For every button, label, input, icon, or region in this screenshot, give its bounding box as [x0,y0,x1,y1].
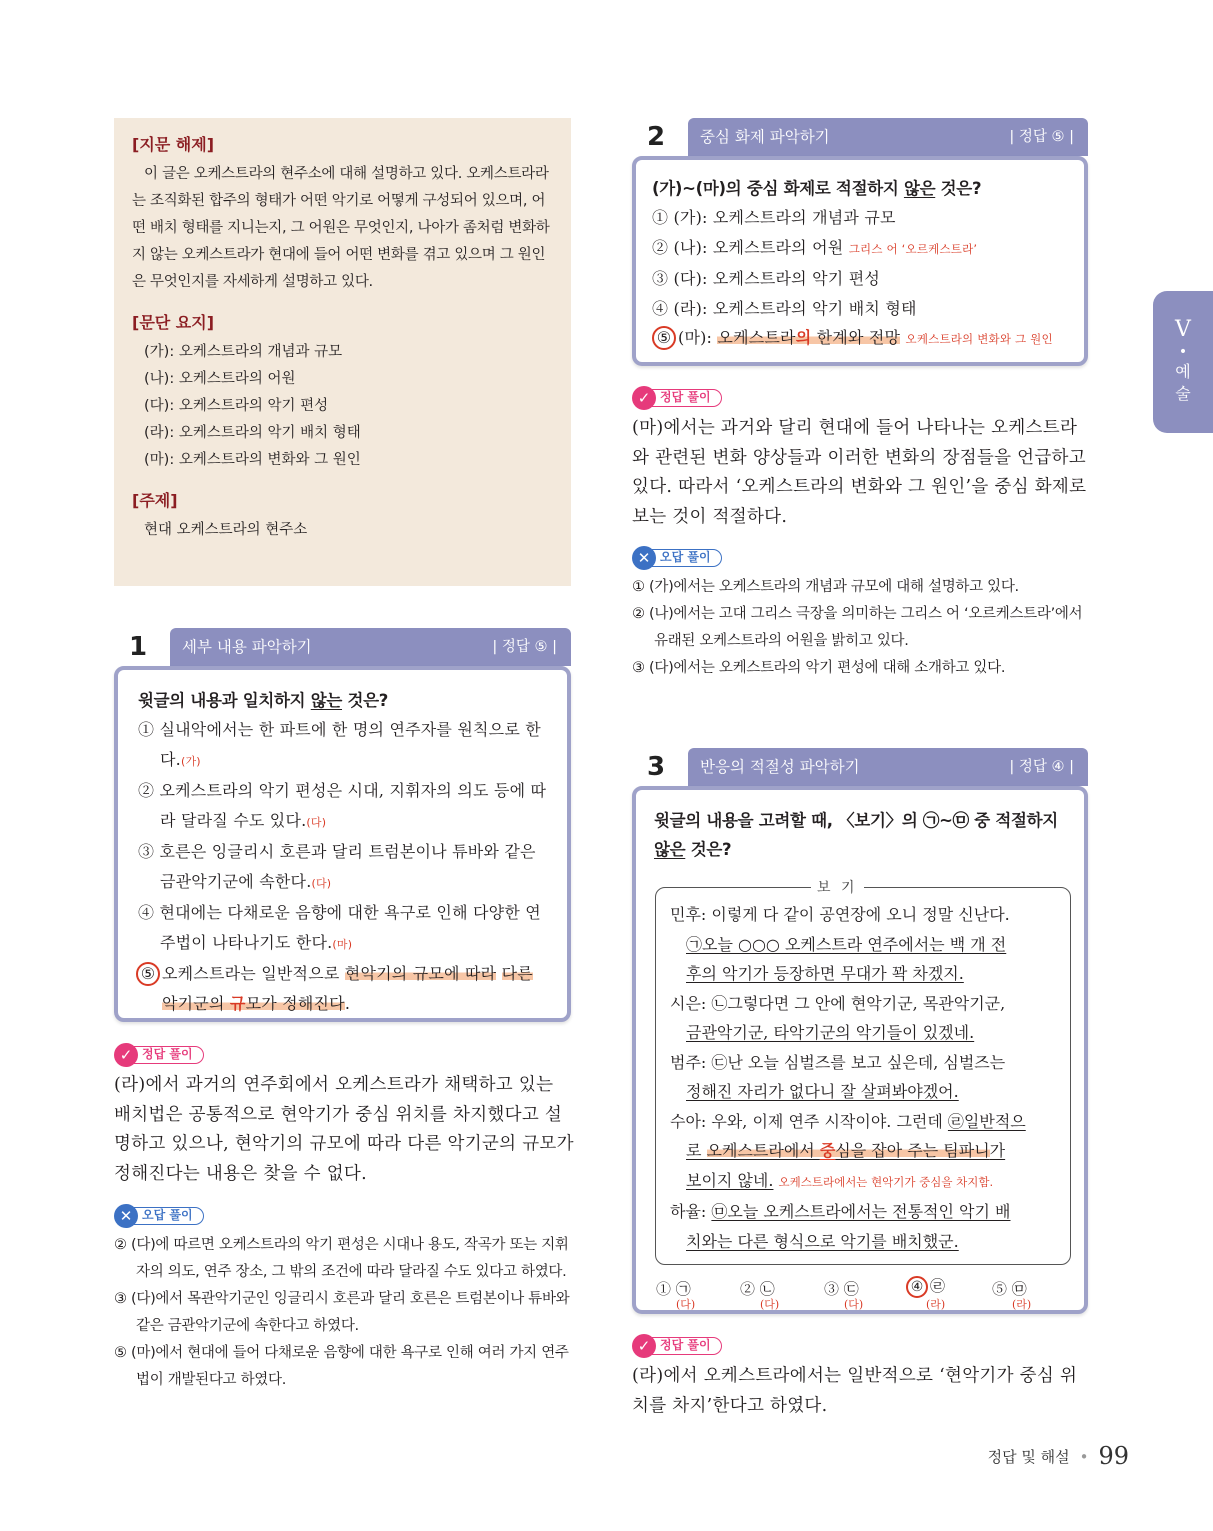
x-icon: ✕ [114,1204,138,1228]
question-type-bar [688,748,1088,786]
cross-mark: 중 [819,1141,836,1160]
question-text: 윗글의 내용과 일치하지 않는 것은? [138,691,389,710]
answer-label: | 정답 ⑤ | [1009,129,1074,145]
option-1[interactable]: ① (가): 오케스트라의 개념과 규모 [652,208,896,227]
question-number: 3 [646,752,666,782]
check-icon: ✓ [632,386,656,410]
page-number: 99 [1098,1442,1129,1470]
summary-paragraph: 이 글은 오케스트라의 현주소에 대해 설명하고 있다. 오케스트라라는 조직화된 합주의 형태가 어떤 악기로 어떻게 구성되어 있으며, 어떤 배치 형태를 지니는지, 그 어원은 무엇인지, 나아가 좀처럼 변화하지 않는 오케스트라가 현대에 들어 어떤 변화를 겪고 있으며 그 원인은 무엇인지를 자세하게 설명하고 있다. [132,166,550,290]
list-item: (가): 오케스트라의 개념과 규모 [144,344,343,360]
q1-box [114,666,571,1022]
page-footer [988,1442,1129,1470]
correct-explanation-text: (마)에서는 과거와 달리 현대에 들어 나타나는 오케스트라와 관련된 변화 양상들과 이러한 변화의 장점들을 언급하고 있다. 따라서 ‘오케스트라의 변화와 그 원인’을 중심 화제로 보는 것이 적절하다. [632,418,1087,527]
correct-explanation-badge: ✓ 정답 풀이 [632,1334,742,1358]
choice-2[interactable]: ② ㉡ (다) [740,1280,780,1311]
option-3[interactable]: ③ (다): 오케스트라의 악기 편성 [652,269,881,288]
correct-explanation-text: (라)에서 과거의 연주회에서 오케스트라가 채택하고 있는 배치법은 공통적으로 현악기가 중심 위치를 차지했다고 설명하고 있으나, 현악기의 규모에 따라 다른 악기군의 규모가 정해진다는 내용은 찾을 수 없다. [114,1075,574,1184]
q2-box [632,156,1088,366]
wrong-explanation-badge: ✕ 오답 풀이 [114,1204,224,1228]
cross-mark: 규 [229,993,246,1013]
footer-label: 정답 및 해설 [987,1448,1070,1466]
bogi-label: 보 기 [811,877,864,897]
x-icon: ✕ [632,546,656,570]
question-type: 중심 화제 파악하기 [700,128,830,146]
cross-mark: 의 [795,328,812,347]
option-2[interactable]: ② (나): 오케스트라의 어원 그리스 어 ‘오르케스트라’ [652,237,978,257]
list-item: (마): 오케스트라의 변화와 그 원인 [144,452,361,468]
choice-3[interactable]: ③ ㉢ (다) [824,1280,864,1311]
bogi-line: 치와는 다른 형식으로 악기를 배치했군. [686,1231,959,1251]
choice-5[interactable]: ⑤ ㉤ (라) [992,1280,1032,1311]
list-item: (라): 오케스트라의 악기 배치 형태 [144,425,361,441]
correct-explanation-badge: ✓ 정답 풀이 [632,386,742,410]
bogi-box [655,880,1071,1265]
wrong-explanation-list [632,574,1090,682]
question-type-bar [170,628,571,666]
bogi-line: 로 오케스트라에서 중심을 잡아 주는 팀파니가 [686,1141,1006,1160]
bogi-line: 수아: 우와, 이제 연주 시작이야. 그런데 ㉣일반적으 [670,1111,1026,1131]
paragraph-points-list [132,339,553,474]
question-number: 1 [128,632,148,662]
question-text: (가)~(마)의 중심 화제로 적절하지 않은 것은? [652,179,982,198]
q2-header [632,118,1088,156]
option-4[interactable]: ④ (라): 오케스트라의 악기 배치 형태 [652,298,917,318]
list-item: ③ (다)에서 목관악기군인 잉글리시 호른과 달리 호른은 트럼본이나 튜바와 같은 금관악기군에 속한다고 하였다. [114,1291,570,1334]
question-text: 윗글의 내용을 고려할 때, 〈보기〉의 ㉠~㉤ 중 적절하지 않은 것은? [654,811,1058,859]
check-icon: ✓ [114,1043,138,1067]
answer-circle-mark: ⑤ [136,962,160,986]
list-item: ③ (다)에서는 오케스트라의 악기 편성에 대해 소개하고 있다. [632,660,1006,676]
chapter-side-tab[interactable]: V • 예 술 [1153,291,1213,433]
option-4[interactable]: ④ 현대에는 다채로운 음향에 대한 욕구로 인해 다양한 연주법이 나타나기도 한다.(마) [138,903,541,952]
check-icon: ✓ [632,1334,656,1358]
summary-box [114,118,571,586]
correct-explanation-text: (라)에서 오케스트라에서는 일반적으로 ‘현악기가 중심 위치를 차지’한다고 하였다. [632,1366,1078,1416]
q1-header [114,628,571,666]
bogi-line: 하율: ㉤오늘 오케스트라에서는 전통적인 악기 배 [670,1202,1011,1221]
wrong-explanation-badge: ✕ 오답 풀이 [632,546,742,570]
bogi-line: 민후: 이렇게 다 같이 공연장에 오니 정말 신난다. [670,905,1010,924]
option-5[interactable]: ⑤ (마): 오케스트라의 한계와 전망 오케스트라의 변화와 그 원인 [652,323,1076,355]
list-item: ② (나)에서는 고대 그리스 극장을 의미하는 그리스 어 ‘오르케스트라’에서 유래된 오케스트라의 어원을 밝히고 있다. [632,606,1083,649]
q3-box [632,786,1088,1314]
summary-heading: [지문 해제] [132,135,215,154]
bogi-line: 정해진 자리가 없다니 잘 살펴봐야겠어. [686,1082,959,1101]
paragraph-points-heading: [문단 요지] [132,313,215,332]
choice-1[interactable]: ① ㉠ (다) [656,1280,696,1311]
list-item: ① (가)에서는 오케스트라의 개념과 규모에 대해 설명하고 있다. [632,579,1019,595]
question-number: 2 [646,122,666,152]
answer-circle-mark: ④ [906,1276,928,1298]
option-5[interactable]: ⑤ 오케스트라는 일반적으로 현악기의 규모에 따라 다른 악기군의 규모가 정해진다. [138,959,549,1018]
list-item: (다): 오케스트라의 악기 편성 [144,398,329,414]
bogi-line: 금관악기군, 타악기군의 악기들이 있겠네. [686,1023,975,1042]
answer-label: | 정답 ④ | [1009,759,1074,775]
theme-heading: [주제] [132,491,178,510]
correct-explanation-badge: ✓ 정답 풀이 [114,1043,224,1067]
bogi-line: ㉠오늘 ○○○ 오케스트라 연주에서는 백 개 전 [686,934,1007,954]
theme-text: 현대 오케스트라의 현주소 [144,522,308,538]
wrong-explanation-list [114,1232,574,1394]
q3-header [632,748,1088,786]
bogi-line: 시은: ㉡그렇다면 그 안에 현악기군, 목관악기군, [670,993,1006,1013]
choice-4[interactable]: ④ ㉣ (라) [906,1275,945,1298]
bogi-line: 보이지 않네. 오케스트라에서는 현악기가 중심을 차지함. [686,1170,994,1190]
bogi-line: 범주: ㉢난 오늘 심벌즈를 보고 싶은데, 심벌즈는 [670,1052,1006,1072]
option-2[interactable]: ② 오케스트라의 악기 편성은 시대, 지휘자의 의도 등에 따라 달라질 수도 있다.(다) [138,781,547,830]
list-item: (나): 오케스트라의 어원 [144,371,296,387]
footer-bullet: • [1079,1448,1089,1466]
option-1[interactable]: ① 실내악에서는 한 파트에 한 명의 연주자를 원칙으로 한다.(가) [138,720,541,769]
question-type: 반응의 적절성 파악하기 [700,758,860,776]
answer-label: | 정답 ⑤ | [492,639,557,655]
list-item: ② (다)에 따르면 오케스트라의 악기 편성은 시대나 용도, 작곡가 또는 지휘자의 의도, 연주 장소, 그 밖의 조건에 따라 달라질 수도 있다고 하였다. [114,1237,569,1280]
question-type: 세부 내용 파악하기 [182,638,312,656]
question-type-bar [688,118,1088,156]
bogi-line: 후의 악기가 등장하면 무대가 꽉 차겠지. [686,964,964,983]
list-item: ⑤ (마)에서 현대에 들어 다채로운 음향에 대한 욕구로 인해 여러 가지 연주법이 개발된다고 하였다. [114,1345,569,1388]
answer-circle-mark: ⑤ [652,326,676,350]
option-3[interactable]: ③ 호른은 잉글리시 호른과 달리 트럼본이나 튜바와 같은 금관악기군에 속한다.(다) [138,842,536,891]
